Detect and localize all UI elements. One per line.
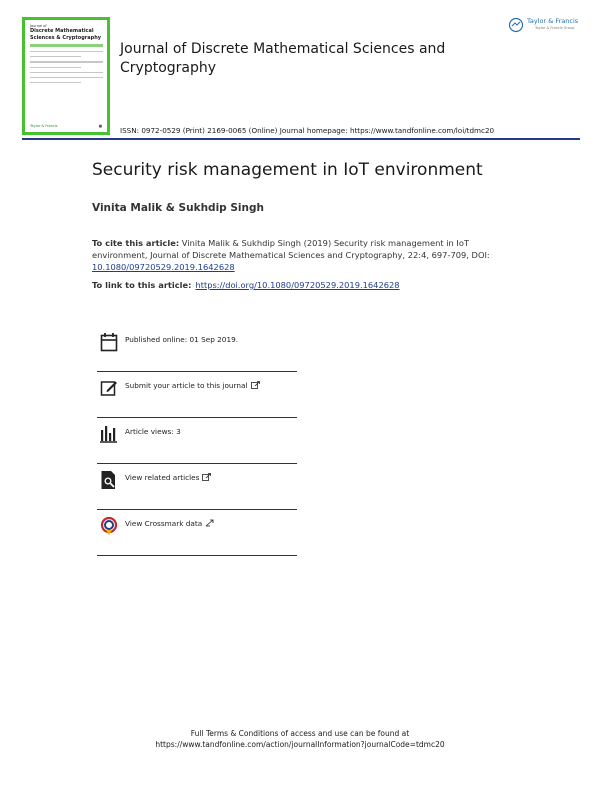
related-articles-link[interactable]: [125, 473, 211, 482]
issn-line: [120, 126, 494, 135]
publisher-logo[interactable]: [508, 15, 578, 37]
crossmark-label: View Crossmark data: [125, 519, 203, 528]
journal-homepage-link[interactable]: https://www.tandfonline.com/loi/tdmc20: [349, 126, 495, 135]
cover-line: [30, 77, 103, 78]
cover-line: [30, 72, 103, 73]
external-link-icon: [251, 381, 260, 389]
related-articles-row[interactable]: [97, 464, 297, 510]
calendar-icon: [100, 332, 118, 352]
cover-logo-mark: ■: [98, 124, 102, 128]
citation-text: Vinita Malik & Sukhdip Singh (2019) Security risk management in IoT environment, Journal of Discrete Mathematical Sciences and Cryptography, 22:4, 697-709, DOI:: [92, 238, 490, 260]
footer: [0, 728, 600, 750]
external-link-icon: [202, 473, 211, 481]
article-link-line: [92, 280, 400, 290]
submit-article-label: Submit your article to this journal: [125, 381, 248, 390]
citation-doi-link[interactable]: 10.1080/09720529.2019.1642628: [92, 262, 235, 272]
cover-publisher-logo: Taylor & Francis: [30, 124, 58, 128]
cover-line: [30, 61, 103, 62]
submit-article-link[interactable]: [125, 381, 260, 390]
issn-text: ISSN: 0972-0529 (Print) 2169-0065 (Online) Journal homepage:: [120, 126, 350, 135]
related-articles-label: View related articles: [125, 473, 200, 482]
article-title: Security risk management in IoT environment: [92, 160, 483, 180]
published-online-row: [97, 326, 297, 372]
article-views-row: [97, 418, 297, 464]
document-search-icon: [100, 470, 118, 490]
citation-label: To cite this article:: [92, 238, 180, 248]
cover-bar: [30, 44, 103, 47]
submit-article-row[interactable]: [97, 372, 297, 418]
link-label: To link to this article:: [92, 280, 192, 290]
cover-line: [30, 51, 103, 52]
published-online-text: Published online: 01 Sep 2019.: [125, 335, 239, 344]
article-views-text: Article views: 3: [125, 427, 181, 436]
article-authors: Vinita Malik & Sukhdip Singh: [92, 202, 264, 214]
publisher-sub: Taylor & Francis Group: [535, 26, 575, 30]
crossmark-link[interactable]: [125, 519, 214, 528]
citation-block: [92, 237, 512, 273]
cover-title-line2: Sciences & Cryptography: [30, 34, 102, 41]
edit-icon: [100, 378, 118, 398]
publisher-name: Taylor & Francis: [527, 17, 579, 25]
cover-line: [30, 67, 81, 68]
crossmark-icon: [100, 516, 118, 536]
journal-cover-thumbnail: [22, 17, 110, 135]
cover-journal-label: Journal of: [30, 24, 47, 28]
journal-title: Journal of Discrete Mathematical Sciences and Cryptography: [120, 41, 446, 76]
footer-terms-link[interactable]: https://www.tandfonline.com/action/journalInformation?journalCode=tdmc20: [155, 740, 445, 749]
cover-title-line1: Discrete Mathematical: [30, 28, 94, 34]
cover-line: [30, 56, 81, 57]
external-link-icon: [205, 519, 214, 527]
article-doi-link[interactable]: https://doi.org/10.1080/09720529.2019.1642628: [195, 280, 400, 290]
header-rule: [22, 138, 580, 140]
bar-chart-icon: [100, 424, 118, 444]
publisher-logo-icon: [508, 17, 524, 33]
cover-line: [30, 82, 81, 83]
article-info-list: [97, 326, 297, 556]
footer-line1: Full Terms & Conditions of access and use can be found at: [190, 729, 410, 738]
crossmark-row[interactable]: [97, 510, 297, 556]
